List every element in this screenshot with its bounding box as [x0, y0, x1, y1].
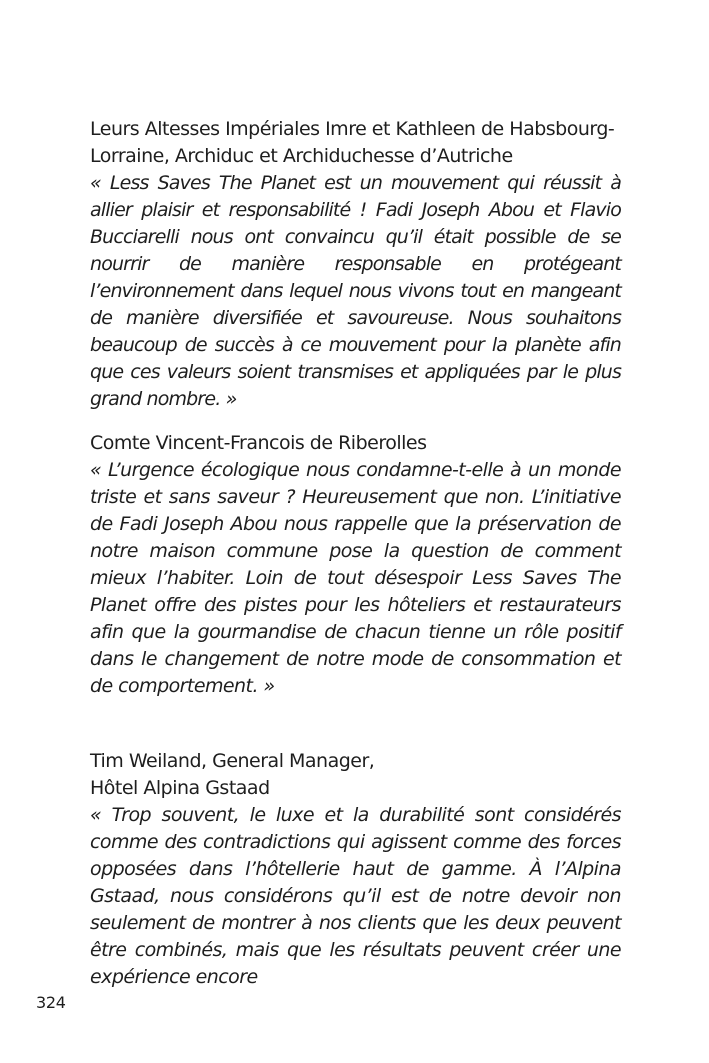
- testimonial-author: Comte Vincent-Francois de Riberolles: [90, 432, 427, 454]
- page-number: 324: [36, 993, 66, 1012]
- testimonial-author: Leurs Altesses Impériales Imre et Kathleen de Habsbourg-Lorraine, Archiduc et Archiduchesse d’Autriche: [90, 118, 615, 167]
- testimonial-habsbourg: [90, 116, 621, 413]
- testimonial-quote: « Less Saves The Planet est un mouvement qui réussit à allier plaisir et responsabilité ! Fadi Joseph Abou et Flavio Bucciarelli nous ont convaincu qu’il était possible de se nourrir de manière responsable en protégeant l’environnement dans lequel nous vivons tout en mangeant de manière diversifiée et savoureuse. Nous souhaitons beaucoup de succès à ce mouvement pour la planète afin que ces valeurs soient transmises et appliquées par le plus grand nombre. »: [90, 172, 621, 410]
- testimonial-quote: « L’urgence écologique nous condamne-t-elle à un monde triste et sans saveur ? Heureusement que non. L’initiative de Fadi Joseph Abou nous rappelle que la préservation de notre maison commune pose la question de comment mieux l’habiter. Loin de tout désespoir Less Saves The Planet offre des pistes pour les hôteliers et restaurateurs afin que la gourmandise de chacun tienne un rôle positif dans le changement de notre mode de consommation et de comportement. »: [90, 459, 621, 697]
- testimonial-riberolles: [90, 430, 621, 700]
- testimonial-author-affiliation: Hôtel Alpina Gstaad: [90, 777, 270, 799]
- testimonial-weiland: [90, 748, 621, 991]
- testimonial-author: Tim Weiland, General Manager,: [90, 750, 375, 772]
- testimonial-quote: « Trop souvent, le luxe et la durabilité sont considérés comme des contradictions qui agissent comme des forces opposées dans l’hôtellerie haut de gamme. À l’Alpina Gstaad, nous considérons qu’il est de notre devoir non seulement de montrer à nos clients que les deux peuvent être combinés, mais que les résultats peuvent créer une expérience encore: [90, 804, 621, 988]
